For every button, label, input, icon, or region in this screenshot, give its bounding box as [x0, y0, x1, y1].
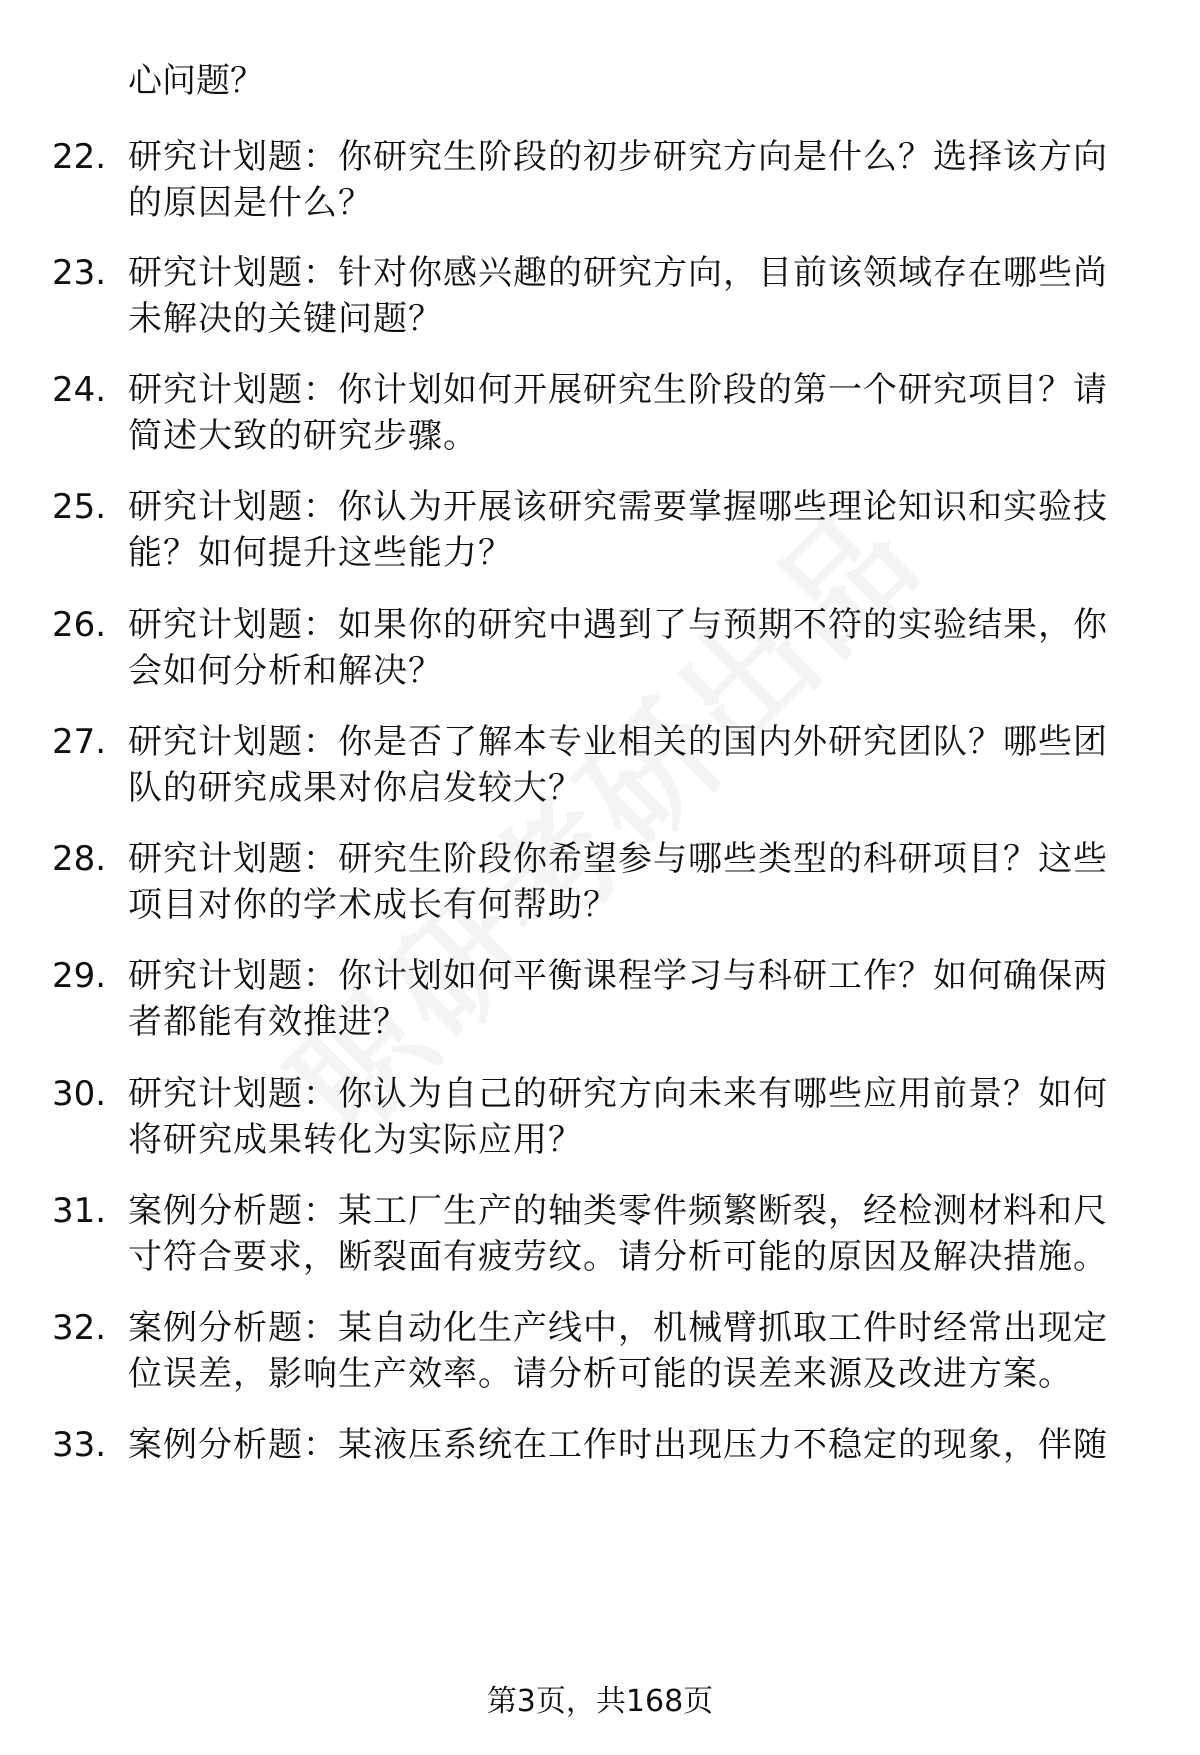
question-text: 案例分析题：某液压系统在工作时出现压力不稳定的现象，伴随 [128, 1425, 1108, 1465]
question-number: 25. [52, 487, 107, 527]
continuation-text: 心问题？ [128, 61, 264, 101]
question-text: 研究计划题：如果你的研究中遇到了与预期不符的实验结果，你会如何分析和解决？ [128, 605, 1108, 691]
question-text: 研究计划题：你认为开展该研究需要掌握哪些理论知识和实验技能？如何提升这些能力？ [128, 487, 1108, 573]
question-number: 32. [52, 1308, 107, 1348]
question-text: 研究计划题：你认为自己的研究方向未来有哪些应用前景？如何将研究成果转化为实际应用？ [128, 1074, 1108, 1160]
question-text: 案例分析题：某工厂生产的轴类零件频繁断裂，经检测材料和尺寸符合要求，断裂面有疲劳纹。请分析可能的原因及解决措施。 [128, 1191, 1108, 1277]
question-number: 26. [52, 605, 107, 645]
question-number: 23. [52, 253, 107, 293]
question-number: 33. [52, 1425, 107, 1465]
question-text: 研究计划题：你计划如何平衡课程学习与科研工作？如何确保两者都能有效推进？ [128, 956, 1108, 1042]
question-text: 研究计划题：研究生阶段你希望参与哪些类型的科研项目？这些项目对你的学术成长有何帮助？ [128, 839, 1108, 925]
question-number: 30. [52, 1074, 107, 1114]
question-text: 研究计划题：针对你感兴趣的研究方向，目前该领域存在哪些尚未解决的关键问题？ [128, 253, 1108, 339]
page-footer: 第3页，共168页 [486, 1684, 714, 1719]
question-number: 28. [52, 839, 107, 879]
question-number: 24. [52, 370, 107, 410]
question-number: 29. [52, 956, 107, 996]
question-text: 案例分析题：某自动化生产线中，机械臂抓取工件时经常出现定位误差，影响生产效率。请分析可能的误差来源及改进方案。 [128, 1308, 1108, 1394]
question-number: 27. [52, 722, 107, 762]
question-text: 研究计划题：你研究生阶段的初步研究方向是什么？选择该方向的原因是什么？ [128, 137, 1108, 223]
question-number: 31. [52, 1191, 107, 1231]
question-text: 研究计划题：你计划如何开展研究生阶段的第一个研究项目？请简述大致的研究步骤。 [128, 370, 1108, 456]
question-number: 22. [52, 137, 107, 177]
question-text: 研究计划题：你是否了解本专业相关的国内外研究团队？哪些团队的研究成果对你启发较大？ [128, 722, 1108, 808]
